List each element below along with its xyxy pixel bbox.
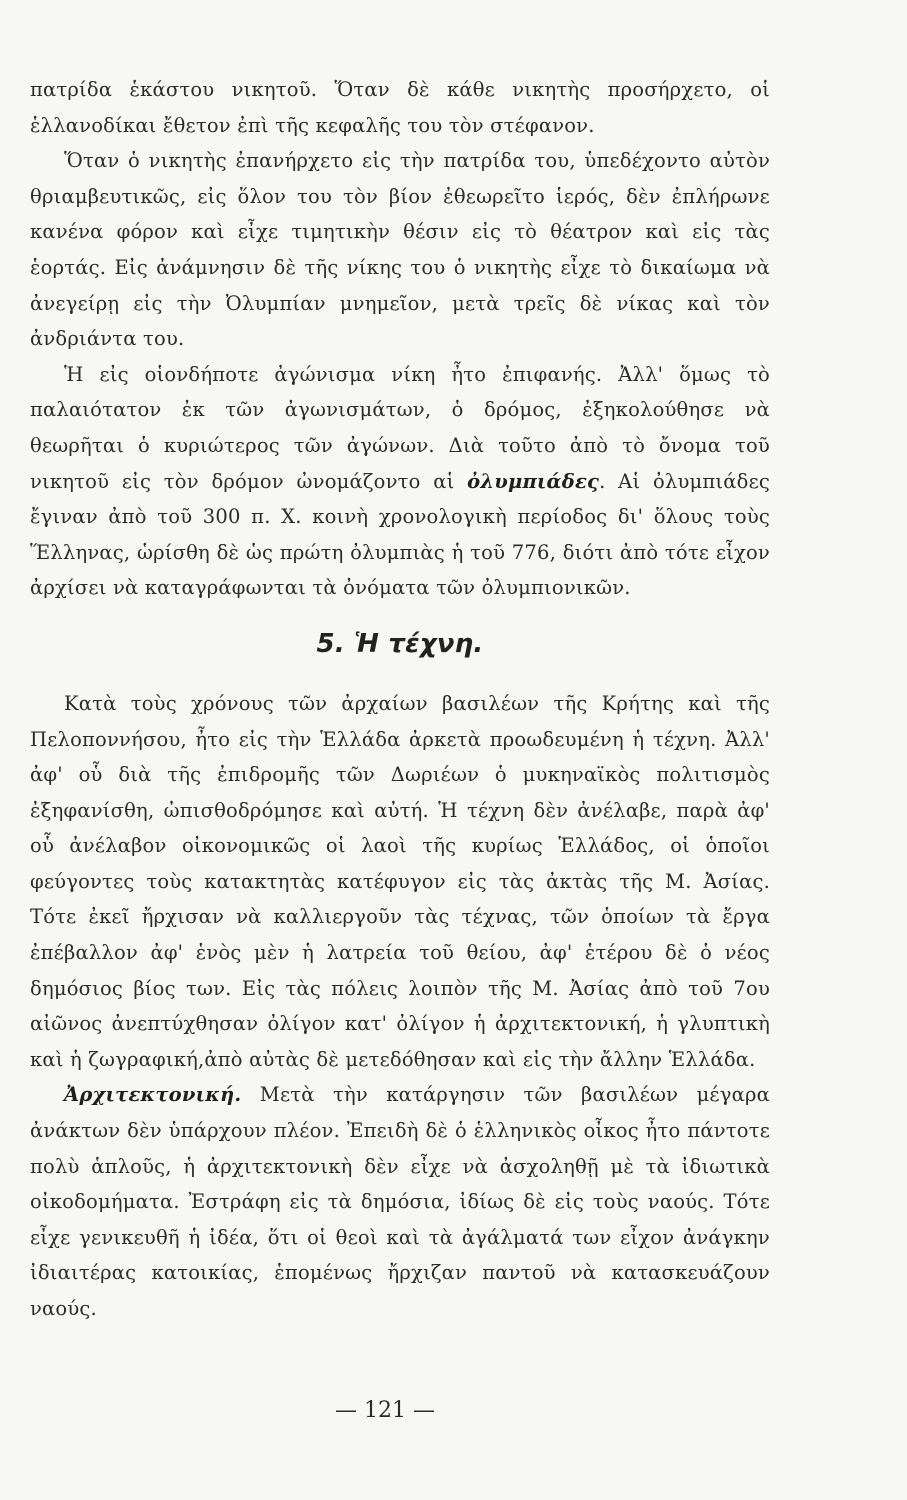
paragraph-5 (30, 1077, 770, 1326)
paragraph-4: Κατὰ τοὺς χρόνους τῶν ἀρχαίων βασιλέων τῆς Κρήτης καὶ τῆς Πελοποννήσου, ἦτο εἰς τὴν Ἑλλάδα ἀρκετὰ προωδευμένη ἡ τέχνη. Ἀλλ' ἀφ' οὗ διὰ τῆς ἐπιδρομῆς τῶν Δωριέων ὁ μυκηναϊκὸς πολιτισμὸς ἐξηφανίσθη, ὠπισθοδρόμησε καὶ αὐτή. Ἡ τέχνη δὲν ἀνέλαβε, παρὰ ἀφ' οὗ ἀνέλαβον οἰκονομικῶς οἱ λαοὶ τῆς κυρίως Ἑλλάδος, οἱ ὁποῖοι φεύγοντες τοὺς κατακτητὰς κατέφυγον εἰς τὰς ἀκτὰς τῆς Μ. Ἀσίας. Τότε ἐκεῖ ἤρχισαν νὰ καλλιεργοῦν τὰς τέχνας, τῶν ὁποίων τὰ ἔργα ἐπέβαλλον ἀφ' ἑνὸς μὲν ἡ λατρεία τοῦ θείου, ἀφ' ἑτέρου δὲ ὁ νέος δημόσιος βίος των. Εἰς τὰς πόλεις λοιπὸν τῆς Μ. Ἀσίας ἀπὸ τοῦ 7ου αἰῶνος ἀνεπτύχθησαν ὀλίγον κατ' ὀλίγον ἡ ἀρχιτεκτονική, ἡ γλυπτικὴ καὶ ἡ ζωγραφική,ἀπὸ αὐτὰς δὲ μετεδόθησαν καὶ εἰς τὴν ἄλλην Ἑλλάδα. (30, 691, 770, 1071)
paragraph-3-text: Ἡ εἰς οἱονδήποτε ἀγώνισμα νίκη ἦτο ἐπιφανής. Ἀλλ' ὅμως τὸ παλαιότατον ἐκ τῶν ἀγωνισμάτων, ὁ δρόμος, ἐξηκολούθησε νὰ θεωρῆται ὁ κυριώτερος τῶν ἀγώνων. Διὰ τοῦτο ἀπὸ τὸ ὄνομα τοῦ νικητοῦ εἰς τὸν δρόμον ὠνομάζοντο αἱ (30, 362, 770, 493)
section-heading: 5. Ἡ τέχνη. (316, 628, 484, 659)
paragraph-2: Ὅταν ὁ νικητὴς ἐπανήρχετο εἰς τὴν πατρίδα του, ὑπεδέχοντο αὐτὸν θριαμβευτικῶς, εἰς ὅλον του τὸν βίον ἐθεωρεῖτο ἱερός, δὲν ἐπλήρωνε κανένα φόρον καὶ εἶχε τιμητικὴν θέσιν εἰς τὸ θέατρον καὶ εἰς τὰς ἑορτάς. Εἰς ἀνάμνησιν δὲ τῆς νίκης του ὁ νικητὴς εἶχε τὸ δικαίωμα νὰ ἀνεγείρῃ εἰς τὴν Ὀλυμπίαν μνημεῖον, μετὰ τρεῖς δὲ νίκας καὶ τὸν ἀνδριάντα του. (30, 149, 770, 351)
paragraph-3-text-after: . Αἱ ὀλυμπιάδες ἔγιναν ἀπὸ τοῦ 300 π. Χ. κοινὴ χρονολογικὴ περίοδος δι' ὅλους τοὺς Ἕλληνας, ὡρίσθη δὲ ὡς πρώτη ὀλυμπιὰς ἡ τοῦ 776, διότι ἀπὸ τότε εἶχον ἀρχίσει νὰ καταγράφωνται τὰ ὀνόματα τῶν ὀλυμπιονικῶν. (30, 469, 771, 600)
olympiades-term: ὀλυμπιάδες (467, 469, 600, 493)
paragraph-3 (30, 357, 770, 606)
body-text (30, 72, 770, 1327)
architecture-term: Ἀρχιτεκτονική. (64, 1083, 242, 1107)
paragraph-1: πατρίδα ἑκάστου νικητοῦ. Ὅταν δὲ κάθε νικητὴς προσήρχετο, οἱ ἑλλανοδίκαι ἔθετον ἐπὶ τῆς κεφαλῆς του τὸν στέφανον. (30, 78, 770, 137)
paragraph-5-text: Μετὰ τὴν κατάργησιν τῶν βασιλέων μέγαρα ἀνάκτων δὲν ὑπάρχουν πλέον. Ἐπειδὴ δὲ ὁ ἑλληνικὸς οἶκος ἦτο πάντοτε πολὺ ἁπλοῦς, ἡ ἀρχιτεκτονικὴ δὲν εἶχε νὰ ἀσχοληθῇ μὲ τὰ ἰδιωτικὰ οἰκοδομήματα. Ἐστράφη εἰς τὰ δημόσια, ἰδίως δὲ εἰς τοὺς ναούς. Τότε εἶχε γενικευθῆ ἡ ἰδέα, ὅτι οἱ θεοὶ καὶ τὰ ἀγάλματά των εἶχον ἀνάγκην ἰδιαιτέρας κατοικίας, ἑπομένως ἤρχιζαν παντοῦ νὰ κατασκευάζουν ναούς. (30, 1083, 770, 1320)
page-number: — 121 — (335, 1398, 435, 1423)
